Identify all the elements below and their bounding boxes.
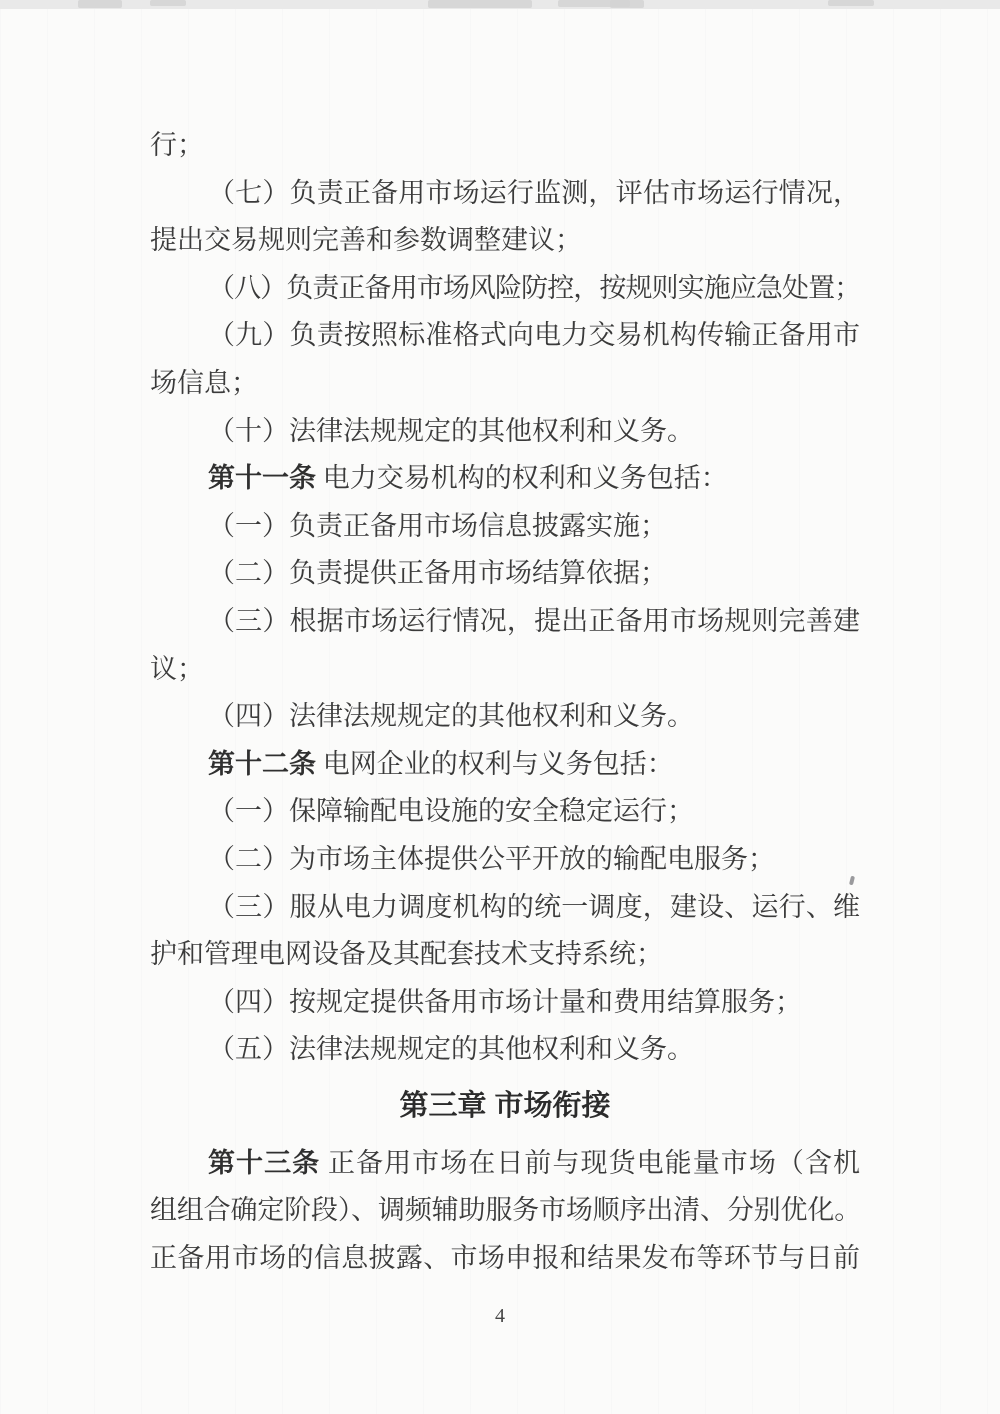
text-line: （四）按规定提供备用市场计量和费用结算服务； [208,986,802,1017]
article-text: 正备用市场在日前与现货电能量市场（含机 [320,1147,861,1178]
article-text: 电网企业的权利与义务包括： [316,748,674,779]
page-number: 4 [495,1305,505,1327]
text-line [150,1140,860,1188]
article-text: 电力交易机构的权利和义务包括： [316,463,728,494]
text-body [150,122,860,1283]
article-number: 第十一条 [208,463,316,494]
text-line: （二）负责提供正备用市场结算依据； [208,558,667,589]
text-line: 行； [150,130,204,160]
text-line: 组组合确定阶段）、调频辅助服务市场顺序出清、分别优化。 [150,1195,860,1226]
article-number: 第十三条 [208,1147,321,1178]
scan-smudge [610,0,644,8]
text-line: （八）负责正备用市场风险防控，按规则实施应急处置； [208,272,860,303]
text-line [150,455,860,503]
text-line: （九）负责按照标准格式向电力交易机构传输正备用市 [208,320,860,351]
text-line: （二）为市场主体提供公平开放的输配电服务； [208,843,775,874]
chapter-heading: 第三章 市场衔接 [399,1089,611,1122]
scan-smudge [828,0,874,6]
text-line: （三）根据市场运行情况，提出正备用市场规则完善建 [208,605,860,636]
text-line: （一）负责正备用市场信息披露实施； [208,510,667,541]
text-line [150,741,860,789]
text-line: 护和管理电网设备及其配套技术支持系统； [150,939,663,970]
text-line: 议； [150,653,204,684]
text-line: 提出交易规则完善和参数调整建议； [150,225,582,256]
scan-smudge [78,0,122,8]
text-line: 正备用市场的信息披露、市场申报和结果发布等环节与日前 [150,1243,860,1274]
text-line: （一）保障输配电设施的安全稳定运行； [208,796,694,827]
scan-smudge [150,0,186,6]
text-line: （三）服从电力调度机构的统一调度，建设、运行、维 [208,891,860,922]
text-line: （七）负责正备用市场运行监测，评估市场运行情况， [208,177,860,208]
text-line: （十）法律法规规定的其他权利和义务。 [208,415,694,446]
article-number: 第十二条 [208,748,316,779]
text-line: 场信息； [150,367,258,398]
scan-smudge [428,0,532,8]
text-line: （五）法律法规规定的其他权利和义务。 [208,1034,694,1065]
scan-edge-artifact [0,0,1000,9]
text-line: （四）法律法规规定的其他权利和义务。 [208,701,694,732]
